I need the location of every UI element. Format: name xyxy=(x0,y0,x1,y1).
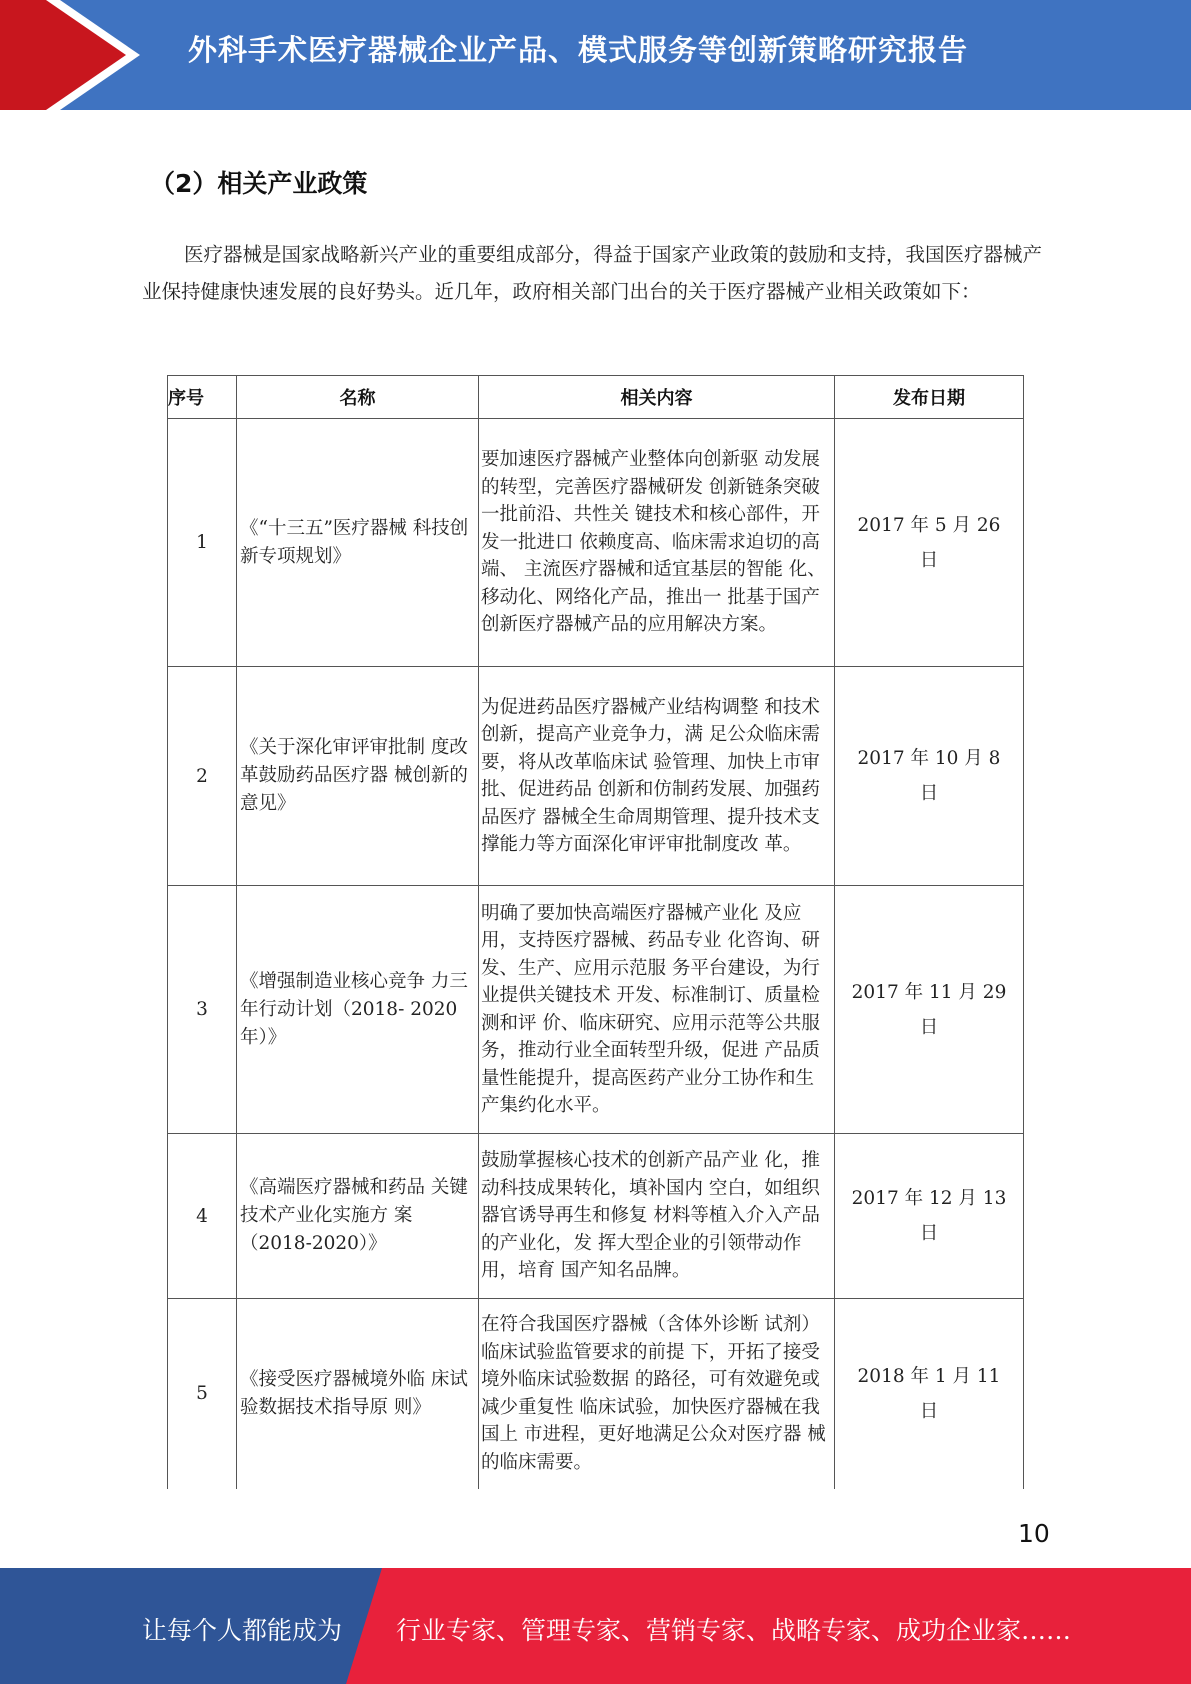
table-header-row xyxy=(168,376,1024,419)
row-number: 2 xyxy=(168,667,237,886)
policy-name: 《接受医疗器械境外临 床试验数据技术指导原 则》 xyxy=(237,1299,479,1489)
table-row xyxy=(168,1134,1024,1299)
policy-content: 明确了要加快高端医疗器械产业化 及应用，支持医疗器械、药品专业 化咨询、研发、生产、应用示范服 务平台建设，为行业提供关键技术 开发、标准制订、质量检测和评 价、临床研究、应用示范等公共服 务，推动行业全面转型升级，促进 产品质量性能提升，提高医药产业分工协作和生产集约化水平。 xyxy=(479,886,835,1134)
policy-table xyxy=(167,375,1024,1489)
header-cell-date: 发布日期 xyxy=(835,376,1024,419)
row-number: 5 xyxy=(168,1299,237,1489)
header-banner xyxy=(0,0,1191,110)
row-number: 3 xyxy=(168,886,237,1134)
policy-content: 为促进药品医疗器械产业结构调整 和技术创新，提高产业竞争力，满 足公众临床需要，将从改革临床试 验管理、加快上市审批、促进药品 创新和仿制药发展、加强药品医疗 器械全生命周期管理、提升技术支 撑能力等方面深化审评审批制度改 革。 xyxy=(479,667,835,886)
policy-content: 在符合我国医疗器械（含体外诊断 试剂）临床试验监管要求的前提 下，开拓了接受境外临床试验数据 的路径，可有效避免或减少重复性 临床试验，加快医疗器械在我国上 市进程，更好地满足公众对医疗器 械的临床需要。 xyxy=(479,1299,835,1489)
table-row xyxy=(168,419,1024,667)
report-title: 外科手术医疗器械企业产品、模式服务等创新策略研究报告 xyxy=(188,33,969,67)
policy-name: 《关于深化审评审批制 度改革鼓励药品医疗器 械创新的意见》 xyxy=(237,667,479,886)
row-number: 1 xyxy=(168,419,237,667)
header-cell-no: 序号 xyxy=(168,376,237,419)
release-date: 2018 年 1 月 11 日 xyxy=(835,1299,1024,1489)
section-title: （2）相关产业政策 xyxy=(150,169,368,198)
release-date: 2017 年 5 月 26 日 xyxy=(835,419,1024,667)
header-cell-name: 名称 xyxy=(237,376,479,419)
table-row xyxy=(168,886,1024,1134)
release-date: 2017 年 11 月 29 日 xyxy=(835,886,1024,1134)
row-number: 4 xyxy=(168,1134,237,1299)
table-row xyxy=(168,667,1024,886)
policy-name: 《“十三五”医疗器械 科技创新专项规划》 xyxy=(237,419,479,667)
footer-slogan-left: 让每个人都能成为 xyxy=(142,1616,343,1645)
release-date: 2017 年 10 月 8 日 xyxy=(835,667,1024,886)
footer-banner xyxy=(0,1568,1191,1684)
table-row xyxy=(168,1299,1024,1489)
intro-paragraph: 医疗器械是国家战略新兴产业的重要组成部分，得益于国家产业政策的鼓励和支持，我国医疗器械产业保持健康快速发展的良好势头。近几年，政府相关部门出台的关于医疗器械产业相关政策如下： xyxy=(142,243,1043,303)
policy-content: 鼓励掌握核心技术的创新产品产业 化，推动科技成果转化，填补国内 空白，如组织器官诱导再生和修复 材料等植入介入产品的产业化，发 挥大型企业的引领带动作用，培育 国产知名品牌。 xyxy=(479,1134,835,1299)
policy-name: 《增强制造业核心竞争 力三年行动计划（2018- 2020 年）》 xyxy=(237,886,479,1134)
red-chevron-icon xyxy=(0,0,150,110)
release-date: 2017 年 12 月 13 日 xyxy=(835,1134,1024,1299)
policy-content: 要加速医疗器械产业整体向创新驱 动发展的转型，完善医疗器械研发 创新链条突破一批前沿、共性关 键技术和核心部件，开发一批进口 依赖度高、临床需求迫切的高端、 主流医疗器械和适宜基层的智能 化、移动化、网络化产品，推出一 批基于国产创新医疗器械产品的应用解决方案。 xyxy=(479,419,835,667)
page-number: 10 xyxy=(1018,1519,1050,1548)
policy-name: 《高端医疗器械和药品 关键技术产业化实施方 案（2018-2020）》 xyxy=(237,1134,479,1299)
header-cell-content: 相关内容 xyxy=(479,376,835,419)
footer-slogan-right: 行业专家、管理专家、营销专家、战略专家、成功企业家…… xyxy=(396,1616,1072,1645)
